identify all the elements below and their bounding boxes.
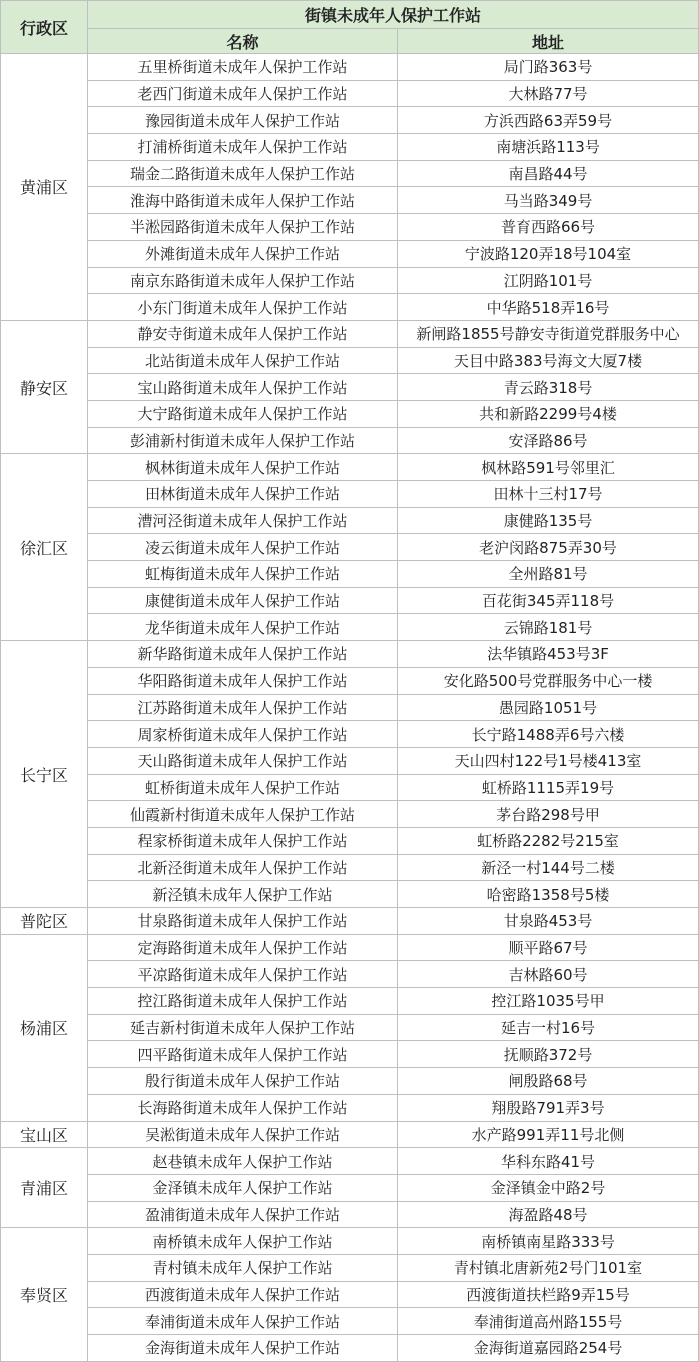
table-row: [1, 160, 699, 187]
station-name-cell: 江苏路街道未成年人保护工作站: [88, 694, 398, 721]
station-address-cell: 天山四村122号1号楼413室: [398, 747, 699, 774]
table-row: [1, 454, 699, 481]
table-row: [1, 240, 699, 267]
table-row: [1, 427, 699, 454]
station-name-cell: 奉浦街道未成年人保护工作站: [88, 1308, 398, 1335]
station-address-cell: 茅台路298号甲: [398, 801, 699, 828]
station-name-cell: 北新泾街道未成年人保护工作站: [88, 854, 398, 881]
station-name-cell: 周家桥街道未成年人保护工作站: [88, 721, 398, 748]
station-address-cell: 甘泉路453号: [398, 908, 699, 935]
table-row: [1, 1308, 699, 1335]
station-address-cell: 顺平路67号: [398, 934, 699, 961]
table-body: [1, 54, 699, 1362]
station-address-cell: 南昌路44号: [398, 160, 699, 187]
district-cell: 徐汇区: [1, 454, 88, 641]
station-address-cell: 虹桥路1115弄19号: [398, 774, 699, 801]
station-name-cell: 虹桥街道未成年人保护工作站: [88, 774, 398, 801]
station-address-cell: 天目中路383号海文大厦7楼: [398, 347, 699, 374]
table-row: [1, 294, 699, 321]
table-row: [1, 774, 699, 801]
station-name-cell: 程家桥街道未成年人保护工作站: [88, 827, 398, 854]
station-address-cell: 共和新路2299号4楼: [398, 400, 699, 427]
table-row: [1, 107, 699, 134]
station-name-cell: 仙霞新村街道未成年人保护工作站: [88, 801, 398, 828]
table-row: [1, 54, 699, 81]
table-row: [1, 747, 699, 774]
station-address-cell: 大林路77号: [398, 80, 699, 107]
station-name-cell: 南京东路街道未成年人保护工作站: [88, 267, 398, 294]
station-name-cell: 大宁路街道未成年人保护工作站: [88, 400, 398, 427]
table-row: [1, 1068, 699, 1095]
station-address-cell: 华科东路41号: [398, 1148, 699, 1175]
station-name-cell: 枫林街道未成年人保护工作站: [88, 454, 398, 481]
station-name-cell: 小东门街道未成年人保护工作站: [88, 294, 398, 321]
table-row: [1, 1014, 699, 1041]
table-row: [1, 587, 699, 614]
station-name-cell: 南桥镇未成年人保护工作站: [88, 1228, 398, 1255]
table-row: [1, 1335, 699, 1362]
table-row: [1, 214, 699, 241]
station-address-cell: 百花街345弄118号: [398, 587, 699, 614]
table-row: [1, 1228, 699, 1255]
station-address-cell: 西渡街道扶栏路9弄15号: [398, 1281, 699, 1308]
district-cell: 黄浦区: [1, 54, 88, 321]
station-address-cell: 愚园路1051号: [398, 694, 699, 721]
station-address-cell: 南桥镇南星路333号: [398, 1228, 699, 1255]
table-row: [1, 561, 699, 588]
station-name-cell: 延吉新村街道未成年人保护工作站: [88, 1014, 398, 1041]
district-cell: 宝山区: [1, 1121, 88, 1148]
table-row: [1, 854, 699, 881]
table-row: [1, 187, 699, 214]
station-name-cell: 青村镇未成年人保护工作站: [88, 1254, 398, 1281]
table-row: [1, 80, 699, 107]
station-name-cell: 定海路街道未成年人保护工作站: [88, 934, 398, 961]
station-name-cell: 新泾镇未成年人保护工作站: [88, 881, 398, 908]
station-name-cell: 宝山路街道未成年人保护工作站: [88, 374, 398, 401]
station-name-cell: 赵巷镇未成年人保护工作站: [88, 1148, 398, 1175]
table-row: [1, 481, 699, 508]
station-name-cell: 盈浦街道未成年人保护工作站: [88, 1201, 398, 1228]
station-address-cell: 中华路518弄16号: [398, 294, 699, 321]
table-row: [1, 507, 699, 534]
station-address-cell: 南塘浜路113号: [398, 134, 699, 161]
station-name-cell: 凌云街道未成年人保护工作站: [88, 534, 398, 561]
station-address-cell: 金泽镇金中路2号: [398, 1174, 699, 1201]
station-name-cell: 长海路街道未成年人保护工作站: [88, 1094, 398, 1121]
station-address-cell: 青云路318号: [398, 374, 699, 401]
station-name-cell: 殷行街道未成年人保护工作站: [88, 1068, 398, 1095]
table-row: [1, 374, 699, 401]
table-row: [1, 347, 699, 374]
station-address-cell: 普育西路66号: [398, 214, 699, 241]
station-address-cell: 奉浦街道高州路155号: [398, 1308, 699, 1335]
station-name-cell: 打浦桥街道未成年人保护工作站: [88, 134, 398, 161]
station-name-cell: 瑞金二路街道未成年人保护工作站: [88, 160, 398, 187]
station-address-cell: 康健路135号: [398, 507, 699, 534]
table-row: [1, 614, 699, 641]
station-address-cell: 安泽路86号: [398, 427, 699, 454]
table-row: [1, 1041, 699, 1068]
station-address-cell: 延吉一村16号: [398, 1014, 699, 1041]
station-name-cell: 四平路街道未成年人保护工作站: [88, 1041, 398, 1068]
table-row: [1, 827, 699, 854]
district-cell: 静安区: [1, 320, 88, 453]
table-row: [1, 267, 699, 294]
station-name-cell: 老西门街道未成年人保护工作站: [88, 80, 398, 107]
table-title: 街镇未成年人保护工作站: [88, 1, 699, 29]
station-name-cell: 甘泉路街道未成年人保护工作站: [88, 908, 398, 935]
station-name-cell: 豫园街道未成年人保护工作站: [88, 107, 398, 134]
station-name-cell: 淮海中路街道未成年人保护工作站: [88, 187, 398, 214]
table-row: [1, 1121, 699, 1148]
table-row: [1, 1201, 699, 1228]
station-address-cell: 控江路1035号甲: [398, 988, 699, 1015]
station-address-cell: 长宁路1488弄6号六楼: [398, 721, 699, 748]
station-name-cell: 虹梅街道未成年人保护工作站: [88, 561, 398, 588]
station-address-cell: 哈密路1358号5楼: [398, 881, 699, 908]
station-address-cell: 方浜西路63弄59号: [398, 107, 699, 134]
table-row: [1, 934, 699, 961]
station-address-cell: 马当路349号: [398, 187, 699, 214]
station-name-cell: 半淞园路街道未成年人保护工作站: [88, 214, 398, 241]
station-address-cell: 宁波路120弄18号104室: [398, 240, 699, 267]
table-row: [1, 400, 699, 427]
table-row: [1, 881, 699, 908]
station-name-cell: 金海街道未成年人保护工作站: [88, 1335, 398, 1362]
table-row: [1, 1094, 699, 1121]
district-cell: 奉贤区: [1, 1228, 88, 1361]
station-name-cell: 金泽镇未成年人保护工作站: [88, 1174, 398, 1201]
table-row: [1, 961, 699, 988]
table-row: [1, 641, 699, 668]
station-address-cell: 金海街道嘉园路254号: [398, 1335, 699, 1362]
station-name-cell: 彭浦新村街道未成年人保护工作站: [88, 427, 398, 454]
station-address-cell: 抚顺路372号: [398, 1041, 699, 1068]
district-cell: 杨浦区: [1, 934, 88, 1121]
station-address-cell: 法华镇路453号3F: [398, 641, 699, 668]
station-address-cell: 田林十三村17号: [398, 481, 699, 508]
table-row: [1, 134, 699, 161]
station-address-cell: 局门路363号: [398, 54, 699, 81]
station-name-cell: 吴淞街道未成年人保护工作站: [88, 1121, 398, 1148]
district-cell: 青浦区: [1, 1148, 88, 1228]
station-address-cell: 青村镇北唐新苑2号门101室: [398, 1254, 699, 1281]
station-name-cell: 康健街道未成年人保护工作站: [88, 587, 398, 614]
table-row: [1, 1174, 699, 1201]
table-row: [1, 801, 699, 828]
station-address-cell: 江阴路101号: [398, 267, 699, 294]
name-column-header: 名称: [88, 29, 398, 54]
station-address-cell: 枫林路591号邻里汇: [398, 454, 699, 481]
table-row: [1, 721, 699, 748]
table-row: [1, 534, 699, 561]
station-address-cell: 翔殷路791弄3号: [398, 1094, 699, 1121]
station-name-cell: 新华路街道未成年人保护工作站: [88, 641, 398, 668]
station-name-cell: 漕河泾街道未成年人保护工作站: [88, 507, 398, 534]
station-name-cell: 田林街道未成年人保护工作站: [88, 481, 398, 508]
station-address-cell: 虹桥路2282号215室: [398, 827, 699, 854]
district-column-header: 行政区: [1, 1, 88, 54]
table-row: [1, 1148, 699, 1175]
station-address-cell: 安化路500号党群服务中心一楼: [398, 667, 699, 694]
station-address-cell: 水产路991弄11号北侧: [398, 1121, 699, 1148]
district-cell: 长宁区: [1, 641, 88, 908]
station-name-cell: 五里桥街道未成年人保护工作站: [88, 54, 398, 81]
district-cell: 普陀区: [1, 908, 88, 935]
station-address-cell: 海盈路48号: [398, 1201, 699, 1228]
station-name-cell: 龙华街道未成年人保护工作站: [88, 614, 398, 641]
table-row: [1, 1281, 699, 1308]
station-address-cell: 老沪闵路875弄30号: [398, 534, 699, 561]
station-name-cell: 天山路街道未成年人保护工作站: [88, 747, 398, 774]
table-row: [1, 320, 699, 347]
table-row: [1, 1254, 699, 1281]
table-row: [1, 667, 699, 694]
station-name-cell: 北站街道未成年人保护工作站: [88, 347, 398, 374]
station-address-cell: 云锦路181号: [398, 614, 699, 641]
station-address-cell: 新闸路1855号静安寺街道党群服务中心: [398, 320, 699, 347]
station-name-cell: 控江路街道未成年人保护工作站: [88, 988, 398, 1015]
station-name-cell: 外滩街道未成年人保护工作站: [88, 240, 398, 267]
station-address-cell: 吉林路60号: [398, 961, 699, 988]
table-row: [1, 694, 699, 721]
station-name-cell: 华阳路街道未成年人保护工作站: [88, 667, 398, 694]
station-name-cell: 静安寺街道未成年人保护工作站: [88, 320, 398, 347]
table-row: [1, 908, 699, 935]
station-address-cell: 全州路81号: [398, 561, 699, 588]
station-name-cell: 平凉路街道未成年人保护工作站: [88, 961, 398, 988]
station-address-cell: 新泾一村144号二楼: [398, 854, 699, 881]
station-address-cell: 闸殷路68号: [398, 1068, 699, 1095]
station-name-cell: 西渡街道未成年人保护工作站: [88, 1281, 398, 1308]
table-row: [1, 988, 699, 1015]
address-column-header: 地址: [398, 29, 699, 54]
